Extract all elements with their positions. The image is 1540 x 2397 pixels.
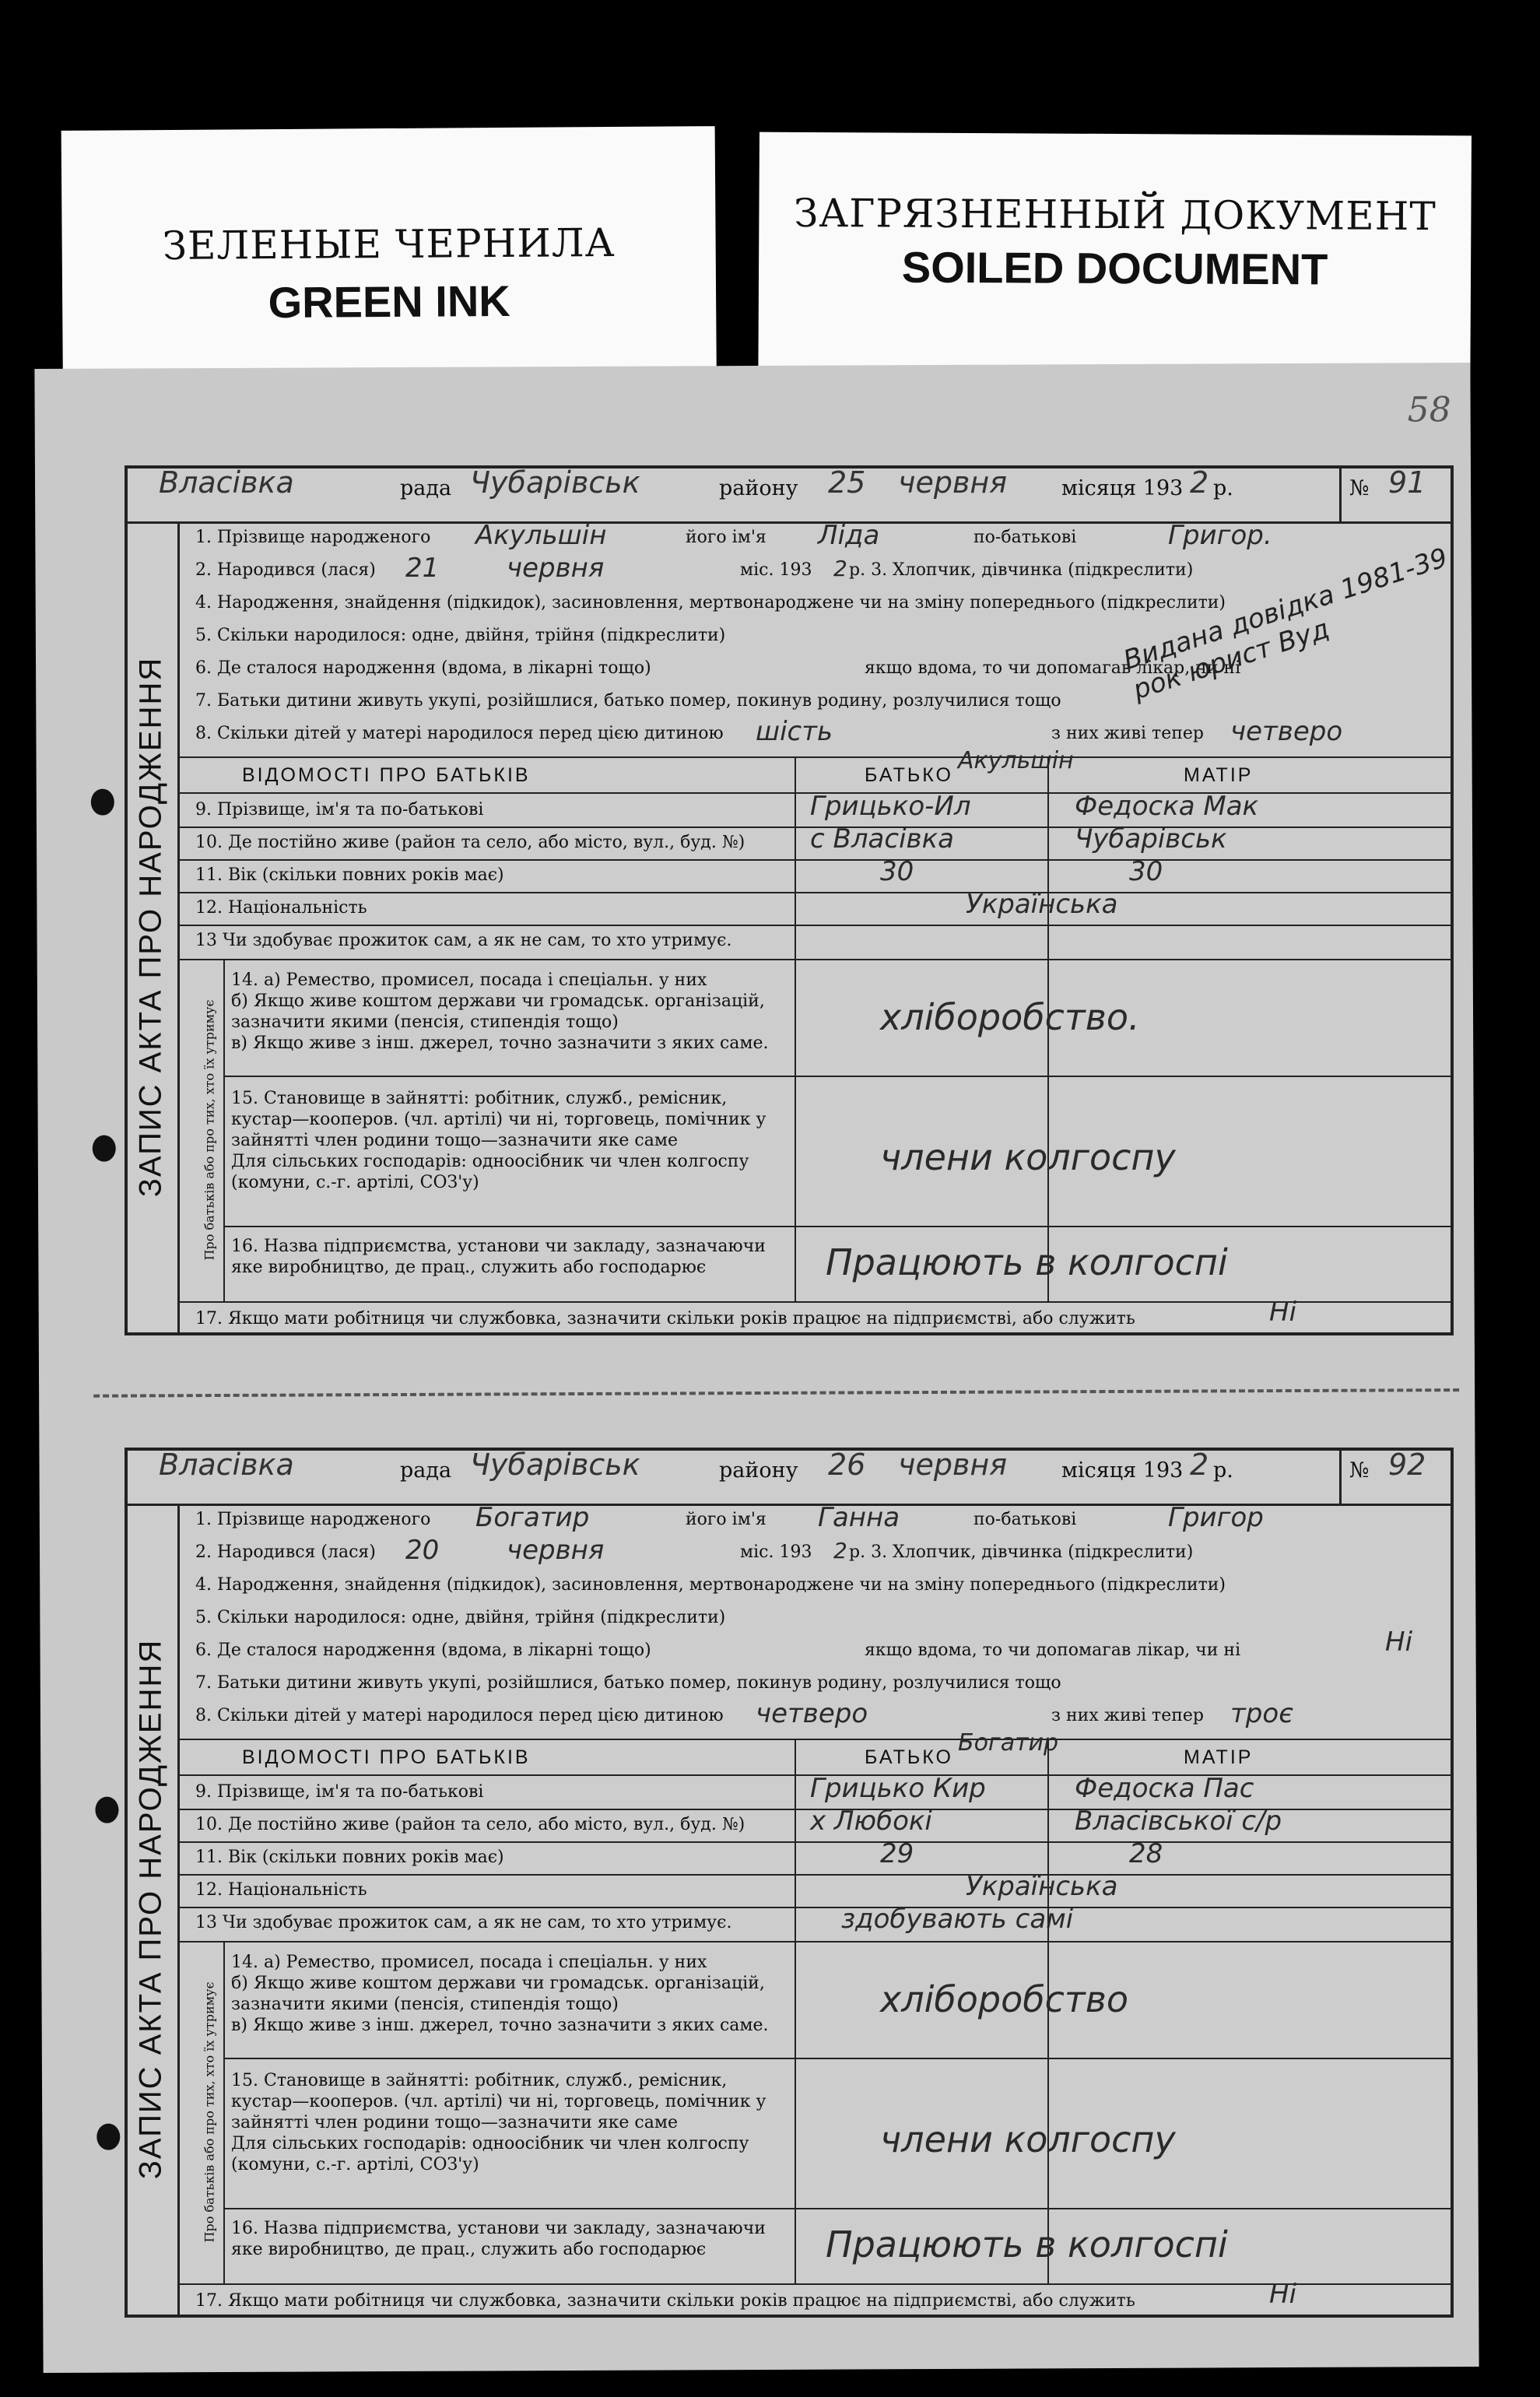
father-age: 29 bbox=[880, 1838, 914, 1869]
label-2c: р. 3. Хлопчик, дівчинка (підкреслити) bbox=[849, 560, 1194, 580]
row-16: 16. Назва підприємства, установи чи закладу, зазначаючи яке виробництво, де прац., служить або господарює bbox=[231, 1237, 766, 1277]
record-header bbox=[128, 1448, 1451, 1506]
surname-value: Богатир bbox=[475, 1502, 590, 1533]
number-value: 91 bbox=[1388, 465, 1426, 500]
row-14: 14. а) Ремество, промисел, посада і спеціальн. у них б) Якщо живе коштом держави чи громадськ. організацій, зазначити якими (пенсія, стипендія тощо) в) Якщо живе з інш. джерел, точно зазначити з яких саме. bbox=[231, 970, 769, 1053]
name-value: Ганна bbox=[818, 1502, 900, 1533]
row-11: 11. Вік (скільки повних років має) bbox=[195, 865, 504, 885]
father-age: 30 bbox=[880, 856, 914, 887]
row-12: 12. Національність bbox=[195, 1880, 367, 1900]
father-name: Грицько Кир bbox=[810, 1773, 986, 1804]
doctor-value: Ні bbox=[1385, 1627, 1413, 1658]
page-number: 58 bbox=[1407, 390, 1451, 430]
side-title: ЗАПИС АКТА ПРО НАРОДЖЕННЯ bbox=[133, 1638, 168, 2180]
surname-value: Акульшін bbox=[475, 520, 607, 551]
father-surname-top: Богатир bbox=[958, 1729, 1059, 1757]
record-number-box bbox=[1339, 1448, 1451, 1504]
day-value: 26 bbox=[828, 1448, 866, 1482]
row-12: 12. Національність bbox=[195, 898, 367, 918]
label-1b: його ім'я bbox=[686, 1510, 766, 1529]
occupation: хліборобство. bbox=[880, 996, 1140, 1038]
label-2b: міс. 193 bbox=[740, 1542, 812, 1562]
row-17: 17. Якщо мати робітниця чи службовка, зазначити скільки років працює на підприємстві, або служить bbox=[195, 1309, 1135, 1328]
month-label: місяця 193 bbox=[1061, 476, 1184, 500]
birth-record bbox=[125, 465, 1454, 1335]
livelihood: здобувають самі bbox=[841, 1904, 1074, 1935]
worked-years: Ні bbox=[1269, 2279, 1297, 2310]
label-8b: з них живі тепер bbox=[1051, 724, 1204, 743]
label-8: 8. Скільки дітей у матері народилося перед цією дитиною bbox=[195, 1706, 724, 1725]
label-8: 8. Скільки дітей у матері народилося перед цією дитиною bbox=[195, 724, 724, 743]
label-1: 1. Прізвище народженого bbox=[195, 1510, 431, 1529]
label-6: 6. Де сталося народження (вдома, в лікарні тощо) bbox=[195, 1641, 651, 1660]
mother-residence: Чубарівськ bbox=[1075, 823, 1227, 855]
occupation: хліборобство bbox=[880, 1978, 1128, 2020]
row-15: 15. Становище в зайнятті: робітник, служб., ремісник, кустар—кооперов. (чл. артілі) чи ні, торговець, помічник у зайнятті член родини тощо—зазначити яке саме Для сільських господарів: одноосібник чи член колгоспу (комуни, с.-г. артілі, СОЗ'у) bbox=[231, 1089, 766, 1192]
father-name: Грицько-Ил bbox=[810, 791, 971, 822]
label-1c: по-батькові bbox=[973, 1510, 1077, 1529]
number-value: 92 bbox=[1388, 1448, 1426, 1482]
patronymic-value: Григор. bbox=[1168, 520, 1272, 551]
row-9: 9. Прізвище, ім'я та по-батькові bbox=[195, 1782, 484, 1802]
row-13: 13 Чи здобуває прожиток сам, а як не сам, то хто утримує. bbox=[195, 1913, 732, 1932]
number-label: № bbox=[1349, 476, 1370, 500]
year-suffix: р. bbox=[1213, 476, 1233, 500]
label-2: 2. Народився (лася) bbox=[195, 1542, 376, 1562]
father-surname-top: Акульшін bbox=[958, 747, 1074, 774]
label-5: 5. Скільки народилося: одне, двійня, трійня (підкреслити) bbox=[195, 626, 726, 645]
father-residence: с Власівка bbox=[810, 823, 954, 855]
born-day-value: 21 bbox=[405, 553, 440, 584]
mother-age: 28 bbox=[1129, 1838, 1163, 1869]
nationality: Українська bbox=[966, 1871, 1118, 1902]
year-suffix: р. bbox=[1213, 1458, 1233, 1483]
workplace: Працюють в колгоспі bbox=[826, 2223, 1228, 2265]
children-before-value: шість bbox=[756, 716, 833, 747]
born-month-value: червня bbox=[507, 1535, 605, 1566]
worked-years: Ні bbox=[1269, 1297, 1297, 1328]
side-small-label: Про батьків або про тих, хто їх утримує bbox=[195, 1941, 225, 2283]
mother-header: МАТІР bbox=[1184, 1746, 1254, 1768]
row-16: 16. Назва підприємства, установи чи закладу, зазначаючи яке виробництво, де прац., служить або господарює bbox=[231, 2219, 766, 2259]
label-4: 4. Народження, знайдення (підкидок), засиновлення, мертвонароджене чи на зміну попереднього (підкреслити) bbox=[195, 593, 1226, 612]
margin-note: Видана довідка 1981-39 рок юрист Вуд bbox=[1119, 542, 1452, 707]
year-digit-value: 2 bbox=[1190, 1448, 1209, 1482]
label-7: 7. Батьки дитини живуть укупі, розійшлися, батько помер, покинув родину, розлучилися тощо bbox=[195, 1673, 1061, 1693]
village-value: Власівка bbox=[159, 1448, 294, 1482]
village-value: Власівка bbox=[159, 465, 294, 500]
note-en-text: GREEN INK bbox=[268, 275, 510, 328]
punch-hole-icon bbox=[93, 1135, 116, 1162]
mother-name: Федоска Пас bbox=[1075, 1773, 1254, 1804]
born-year-value: 2 bbox=[833, 556, 847, 581]
name-value: Ліда bbox=[818, 520, 880, 551]
raion-value: Чубарівськ bbox=[470, 1448, 640, 1482]
row-10: 10. Де постійно живе (район та село, або місто, вул., буд. №) bbox=[195, 1815, 745, 1834]
note-ru-text: ЗАГРЯЗНЕННЫЙ ДОКУМЕНТ bbox=[794, 190, 1437, 240]
year-digit-value: 2 bbox=[1190, 465, 1209, 500]
number-label: № bbox=[1349, 1458, 1370, 1483]
children-alive-value: четверо bbox=[1230, 716, 1343, 747]
label-7: 7. Батьки дитини живуть укупі, розійшлися, батько помер, покинув родину, розлучилися тощо bbox=[195, 691, 1061, 711]
label-1b: його ім'я bbox=[686, 528, 766, 547]
side-small-label: Про батьків або про тих, хто їх утримує bbox=[195, 959, 225, 1301]
label-2b: міс. 193 bbox=[740, 560, 812, 580]
workplace: Працюють в колгоспі bbox=[826, 1241, 1228, 1283]
month-label: місяця 193 bbox=[1061, 1458, 1184, 1483]
note-en-text: SOILED DOCUMENT bbox=[901, 242, 1328, 294]
side-title: ЗАПИС АКТА ПРО НАРОДЖЕННЯ bbox=[133, 656, 168, 1198]
patronymic-value: Григор bbox=[1168, 1502, 1264, 1533]
row-15: 15. Становище в зайнятті: робітник, служб., ремісник, кустар—кооперов. (чл. артілі) чи ні, торговець, помічник у зайнятті член родини тощо—зазначити яке саме Для сільських господарів: одноосібник чи член колгоспу (комуни, с.-г. артілі, СОЗ'у) bbox=[231, 2071, 766, 2174]
label-5: 5. Скільки народилося: одне, двійня, трійня (підкреслити) bbox=[195, 1608, 726, 1627]
raion-label: району bbox=[719, 476, 798, 500]
punch-hole-icon bbox=[95, 1797, 118, 1823]
section-title: ВІДОМОСТІ ПРО БАТЬКІВ bbox=[242, 1746, 531, 1768]
punch-hole-icon bbox=[96, 2124, 120, 2150]
children-before-value: четверо bbox=[756, 1698, 868, 1729]
mother-residence: Власівської с/р bbox=[1075, 1806, 1282, 1837]
row-11: 11. Вік (скільки повних років має) bbox=[195, 1848, 504, 1867]
rada-label: рада bbox=[400, 1458, 452, 1483]
punch-hole-icon bbox=[91, 789, 114, 816]
label-6: 6. Де сталося народження (вдома, в лікарні тощо) bbox=[195, 658, 651, 678]
day-value: 25 bbox=[828, 465, 866, 500]
month-value: червня bbox=[898, 465, 1008, 500]
rada-label: рада bbox=[400, 476, 452, 500]
father-header: БАТЬКО bbox=[865, 764, 953, 786]
raion-value: Чубарівськ bbox=[470, 465, 640, 500]
father-residence: х Любокі bbox=[810, 1806, 932, 1837]
record-header bbox=[128, 465, 1451, 524]
row-9: 9. Прізвище, ім'я та по-батькові bbox=[195, 800, 484, 819]
mother-name: Федоска Мак bbox=[1075, 791, 1259, 822]
row-14: 14. а) Ремество, промисел, посада і спеціальн. у них б) Якщо живе коштом держави чи громадськ. організацій, зазначити якими (пенсія, стипендія тощо) в) Якщо живе з інш. джерел, точно зазначити з яких саме. bbox=[231, 1953, 769, 2035]
label-2c: р. 3. Хлопчик, дівчинка (підкреслити) bbox=[849, 1542, 1194, 1562]
row-10: 10. Де постійно живе (район та село, або місто, вул., буд. №) bbox=[195, 833, 745, 852]
label-4: 4. Народження, знайдення (підкидок), засиновлення, мертвонароджене чи на зміну попереднього (підкреслити) bbox=[195, 1575, 1226, 1595]
mother-age: 30 bbox=[1129, 856, 1163, 887]
born-year-value: 2 bbox=[833, 1538, 847, 1563]
label-1c: по-батькові bbox=[973, 528, 1077, 547]
note-ru-text: ЗЕЛЕНЫЕ ЧЕРНИЛА bbox=[162, 219, 616, 269]
raion-label: району bbox=[719, 1458, 798, 1483]
label-6b: якщо вдома, то чи допомагав лікар, чи ні bbox=[865, 658, 1241, 678]
cut-line bbox=[93, 1388, 1459, 1398]
record-body bbox=[177, 1504, 1451, 2315]
mother-header: МАТІР bbox=[1184, 764, 1254, 786]
label-2: 2. Народився (лася) bbox=[195, 560, 376, 580]
father-header: БАТЬКО bbox=[865, 1746, 953, 1768]
row-13: 13 Чи здобуває прожиток сам, а як не сам, то хто утримує. bbox=[195, 931, 732, 950]
month-value: червня bbox=[898, 1448, 1008, 1482]
employment-status: члени колгоспу bbox=[880, 2118, 1176, 2160]
label-8b: з них живі тепер bbox=[1051, 1706, 1204, 1725]
born-day-value: 20 bbox=[405, 1535, 440, 1566]
record-number-box bbox=[1339, 465, 1451, 521]
label-1: 1. Прізвище народженого bbox=[195, 528, 431, 547]
nationality: Українська bbox=[966, 889, 1118, 920]
section-title: ВІДОМОСТІ ПРО БАТЬКІВ bbox=[242, 764, 531, 786]
employment-status: члени колгоспу bbox=[880, 1136, 1176, 1178]
label-6b: якщо вдома, то чи допомагав лікар, чи ні bbox=[865, 1641, 1241, 1660]
birth-record bbox=[125, 1448, 1454, 2318]
born-month-value: червня bbox=[507, 553, 605, 584]
children-alive-value: троє bbox=[1230, 1698, 1293, 1729]
row-17: 17. Якщо мати робітниця чи службовка, зазначити скільки років працює на підприємстві, або служить bbox=[195, 2291, 1135, 2311]
